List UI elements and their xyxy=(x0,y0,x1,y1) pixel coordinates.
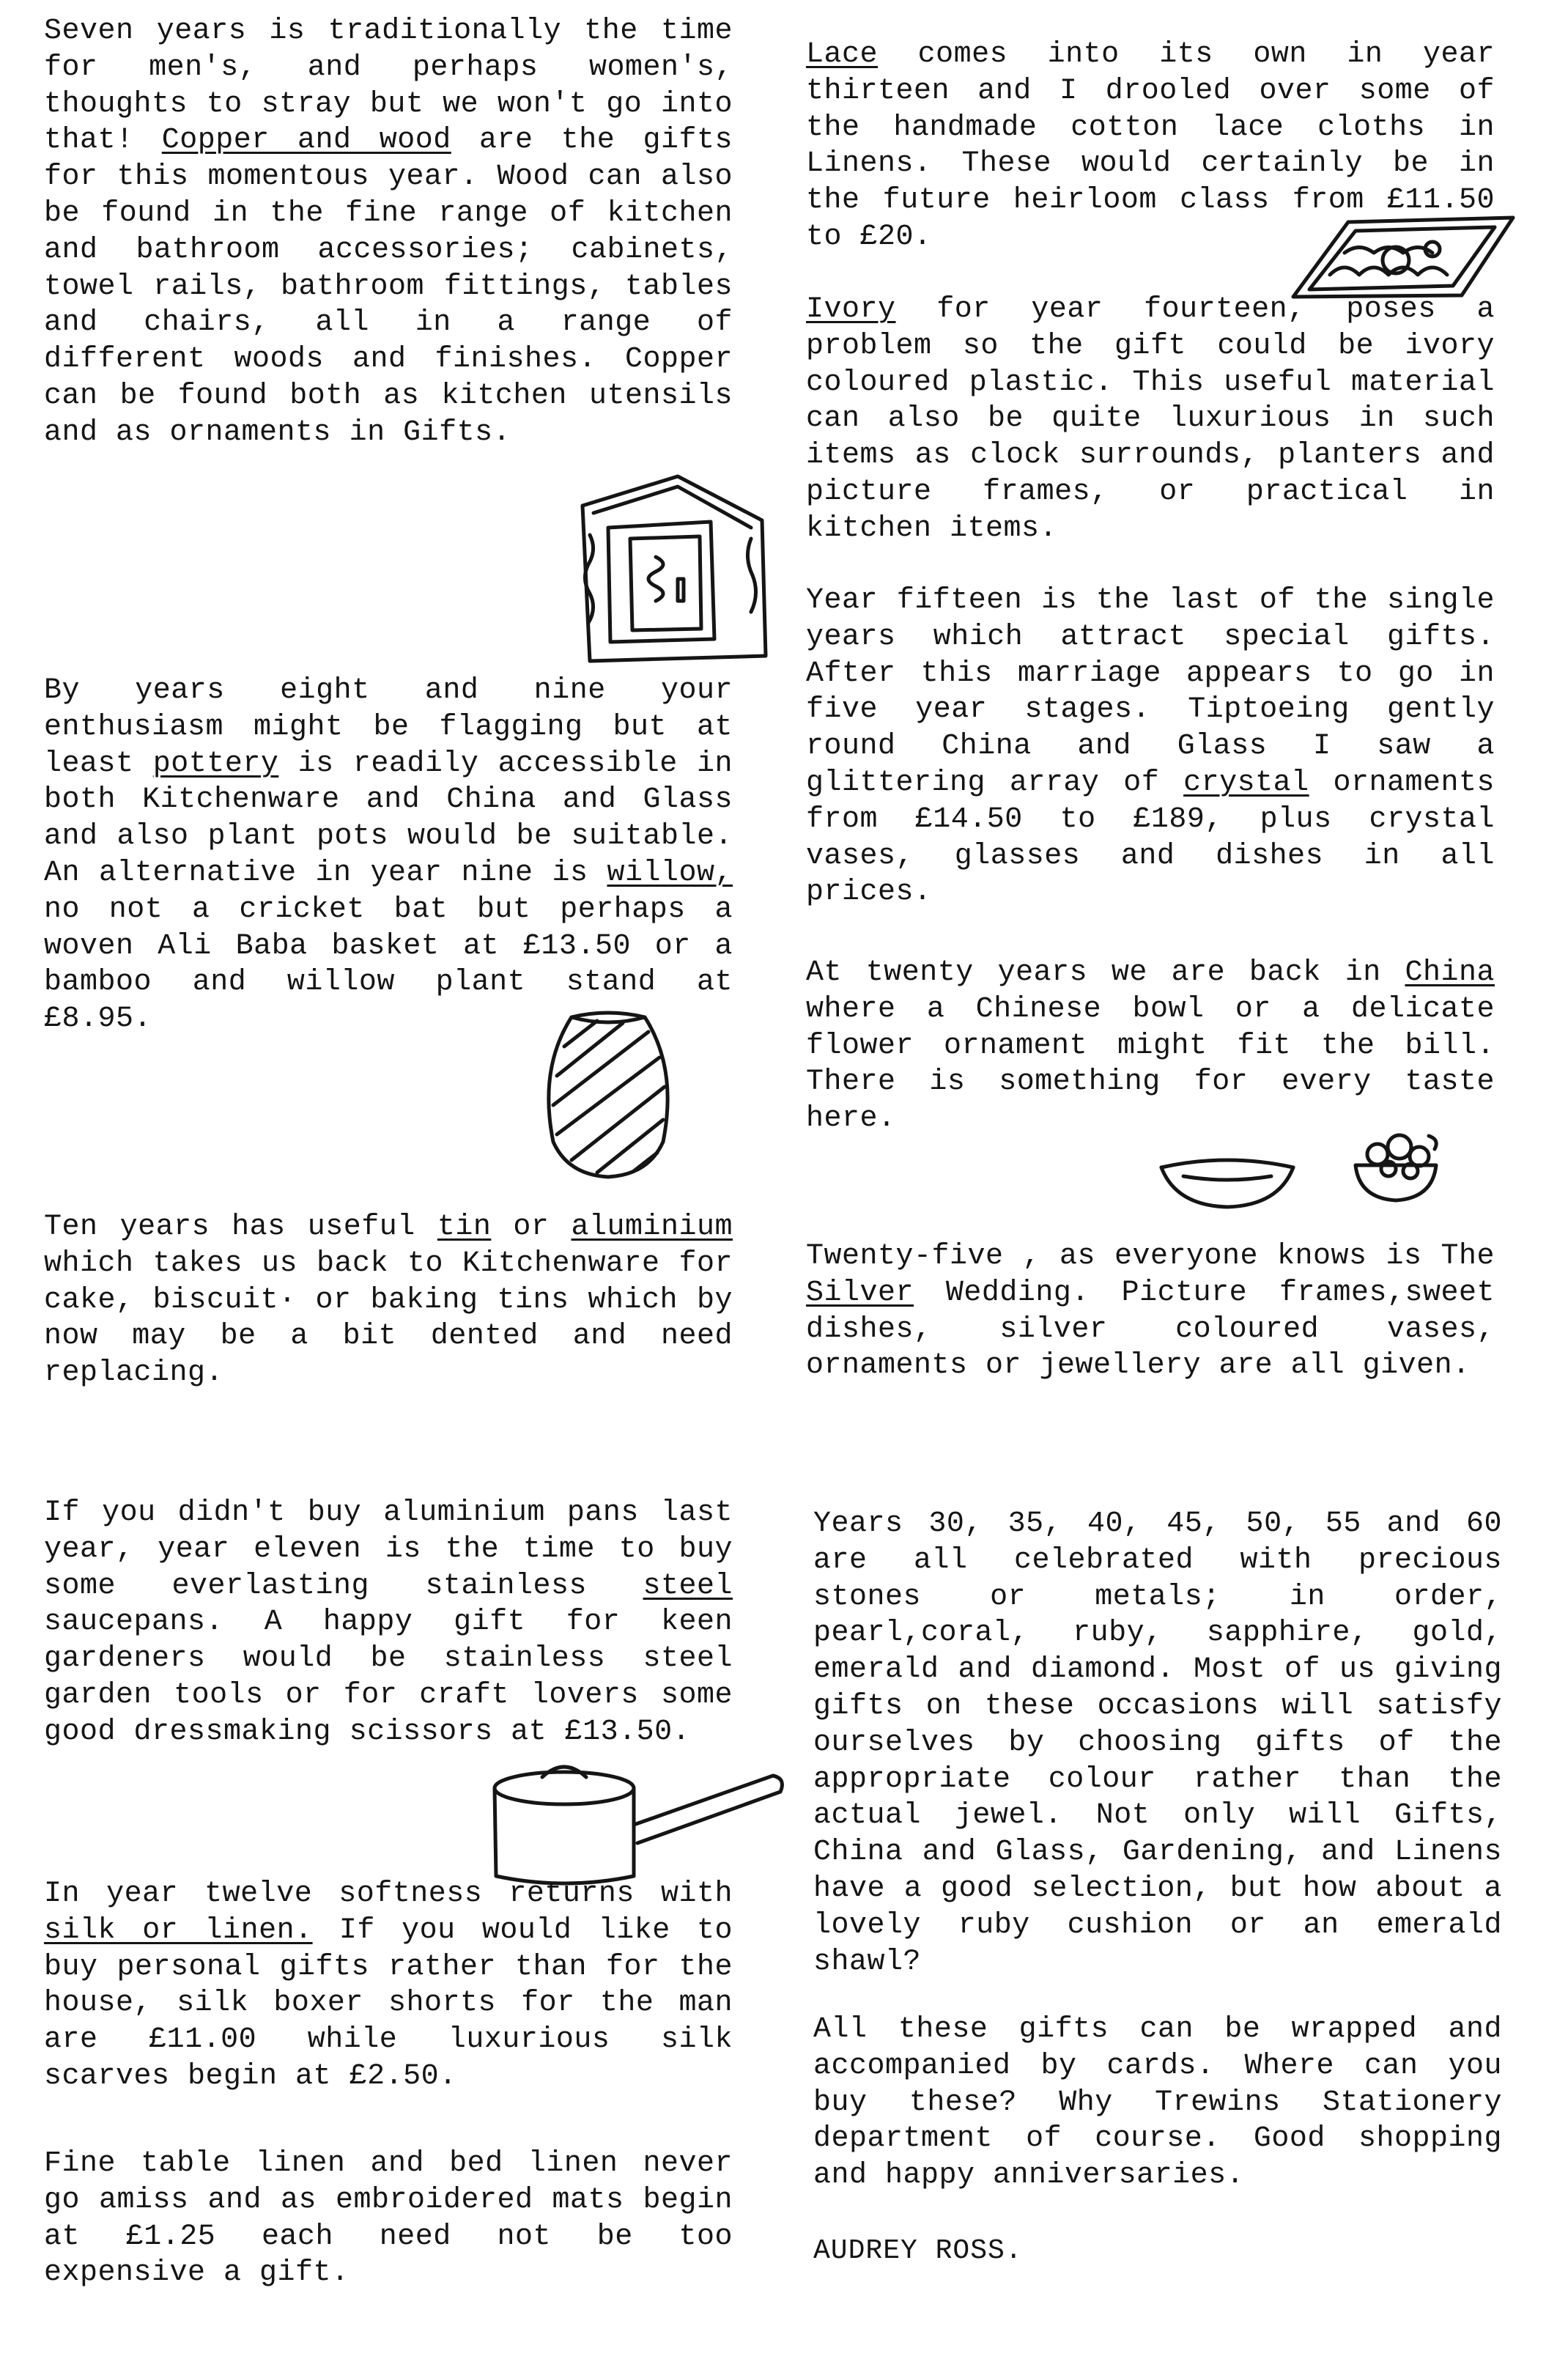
underlined-lace: Lace xyxy=(806,38,879,71)
paragraph-year-twenty: At twenty years we are back in China where a Chinese bowl or a delicate flower ornament might fit the bill. There is something for every taste here. xyxy=(806,956,1495,1136)
underlined-copper-and-wood: Copper and wood xyxy=(161,124,451,158)
paragraph-years-thirty-to-sixty: Years 30, 35, 40, 45, 50, 55 and 60 are all celebrated with precious stones or metals; in order, pearl,coral, ruby, sapphire, gold, emerald and diamond. Most of us giving gifts on these occasions will satisfy ourselves by choosing gifts of the appropriate colour rather than the actual jewel. Not only will Gifts, China and Glass, Gardening, and Linens have a good selection, but how about a lovely ruby cushion or an emerald shawl? xyxy=(813,1507,1502,1979)
paragraph-closing: All these gifts can be wrapped and accompanied by cards. Where can you buy these? Why Trewins Stationery department of course. Good shopping and happy anniversaries. xyxy=(813,2013,1502,2193)
paragraph-year-eleven: If you didn't buy aluminium pans last year, year eleven is the time to buy some everlasting stainless steel saucepans. A happy gift for keen gardeners would be stainless steel garden tools or for craft lovers some good dressmaking scissors at £13.50. xyxy=(44,1496,733,1749)
left-column xyxy=(44,0,762,2359)
underlined-steel: steel xyxy=(643,1569,733,1603)
paragraph-year-fourteen: Ivory for year fourteen, poses a problem so the gift could be ivory coloured plastic. This useful material can also be quite luxurious in such items as clock surrounds, planters and picture frames, or practical in kitchen items. xyxy=(806,293,1495,545)
saucepan-sketch xyxy=(487,1755,795,1894)
paragraph-table-linen: Fine table linen and bed linen never go amiss and as embroidered mats begin at £1.25 each need not be too expensive a gift. xyxy=(44,2147,733,2290)
chinese-bowl-sketch xyxy=(1154,1147,1301,1213)
paragraph-year-ten: Ten years has useful tin or aluminium which takes us back to Kitchenware for cake, biscuit· or baking tins which by now may be a bit dented and need replacing. xyxy=(44,1211,733,1390)
woven-basket-sketch xyxy=(531,1003,685,1186)
underlined-silver: Silver xyxy=(806,1276,914,1310)
underlined-tin: tin xyxy=(437,1211,492,1244)
paragraph-year-thirteen: Lace comes into its own in year thirteen and I drooled over some of the handmade cotton lace cloths in Linens. These would certainly be in the future heirloom class from £11.50 to £20. xyxy=(806,38,1495,254)
underlined-china: China xyxy=(1405,956,1495,989)
paragraph-year-fifteen: Year fifteen is the last of the single years which attract special gifts. After this marriage appears to go in five year stages. Tiptoeing gently round China and Glass I saw a glittering array of crystal ornaments from £14.50 to £189, plus crystal vases, glasses and dishes in all prices. xyxy=(806,584,1495,909)
underlined-crystal: crystal xyxy=(1183,766,1309,800)
author-signature: AUDREY ROSS. xyxy=(813,2235,1023,2267)
lace-cloth-sketch xyxy=(1286,209,1520,304)
paragraph-years-eight-nine: By years eight and nine your enthusiasm might be flagging but at least pottery is readily accessible in both Kitchenware and China and Glass and also plant pots would be suitable. An alternative in year nine is willow, no not a cricket bat but perhaps a woven Ali Baba basket at £13.50 or a bamboo and willow plant stand at £8.95. xyxy=(44,674,733,1036)
paragraph-year-seven: Seven years is traditionally the time for men's, and perhaps women's, thoughts to stray but we won't go into that! Copper and wood are the gifts for this momentous year. Wood can also be found in the fine range of kitchen and bathroom accessories; cabinets, towel rails, bathroom fittings, tables and chairs, all in a range of different woods and finishes. Copper can be found both as kitchen utensils and as ornaments in Gifts. xyxy=(44,15,733,449)
underlined-silk-or-linen: silk or linen. xyxy=(44,1913,313,1947)
wooden-cabinet-sketch xyxy=(568,469,780,667)
flower-ornament-sketch xyxy=(1345,1121,1447,1209)
paragraph-year-twelve: In year twelve softness returns with silk or linen. If you would like to buy personal gifts rather than for the house, silk boxer shorts for the man are £11.00 while luxurious silk scarves begin at £2.50. xyxy=(44,1878,733,2093)
underlined-pottery: pottery xyxy=(152,747,279,780)
paragraph-year-twenty-five: Twenty-five , as everyone knows is The Silver Wedding. Picture frames,sweet dishes, silver coloured vases, ornaments or jewellery are all given. xyxy=(806,1240,1495,1383)
underlined-aluminium: aluminium xyxy=(571,1211,733,1244)
underlined-ivory: Ivory xyxy=(806,293,896,326)
right-column xyxy=(806,0,1524,2359)
underlined-willow: willow, xyxy=(607,856,733,890)
